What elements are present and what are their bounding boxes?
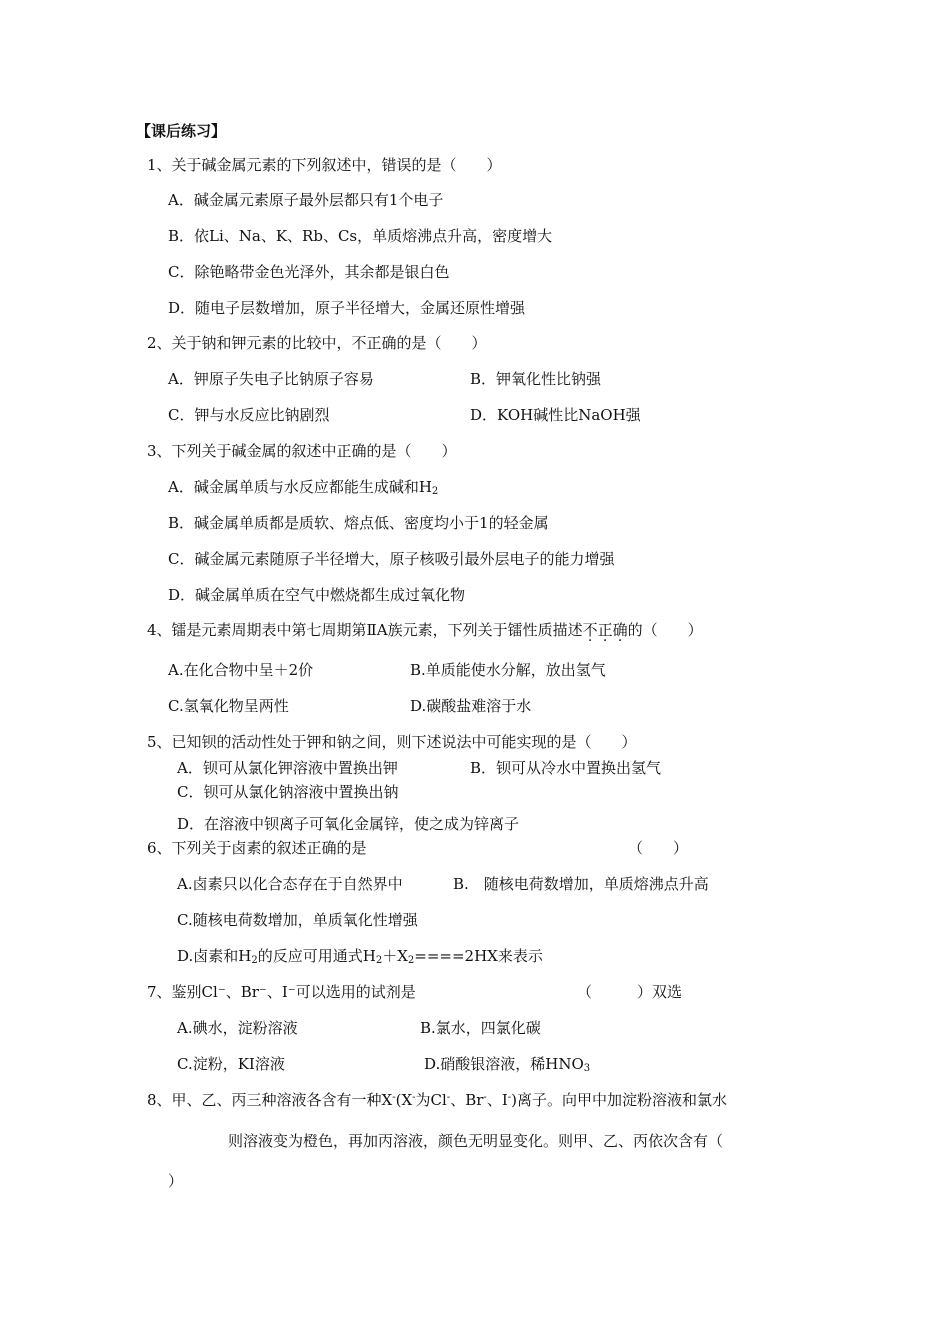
question-8-stem-d: 、Br: [450, 1091, 484, 1109]
superscript: -: [507, 1092, 512, 1103]
question-8-line-2: 则溶液变为橙色，再加丙溶液，颜色无明显变化。则甲、乙、丙依次含有（: [228, 1132, 724, 1150]
question-8-line-3: ）: [168, 1172, 184, 1190]
question-7-blank: （ ）双选: [577, 983, 683, 1001]
emphasis-char: 正: [597, 621, 613, 639]
question-6-option-d-post: ====2HX来表示: [414, 947, 543, 965]
question-3-option-a: [168, 477, 438, 497]
question-1-option-a: A．碱金属元素原子最外层都只有1个电子: [168, 191, 444, 209]
superscript: -: [446, 1092, 451, 1103]
question-5-stem: 5、已知钡的活动性处于钾和钠之间，则下述说法中可能实现的是（ ）: [147, 733, 637, 751]
question-1-stem: 1、关于碱金属元素的下列叙述中，错误的是（ ）: [147, 156, 502, 174]
question-1-option-b: B．依Li、Na、K、Rb、Cs，单质熔沸点升高，密度增大: [168, 227, 553, 245]
question-1-option-d: D．随电子层数增加，原子半径增大，金属还原性增强: [168, 299, 526, 317]
superscript: -: [483, 1092, 487, 1103]
question-5-option-d: D．在溶液中钡离子可氧化金属锌，使之成为锌离子: [177, 815, 520, 833]
question-8-stem-e: 、I: [486, 1091, 508, 1109]
question-7-option-b: B.氯水，四氯化碳: [420, 1019, 541, 1037]
emphasis-char: 确: [612, 621, 628, 639]
question-7-option-d-text: D.硝酸银溶液，稀HNO: [424, 1055, 584, 1073]
subscript: 2: [407, 955, 415, 966]
subscript: 3: [583, 1063, 591, 1074]
question-4-stem: [147, 620, 703, 640]
question-8-stem-f: )离子。向甲中加淀粉溶液和氯水: [511, 1091, 727, 1109]
question-6-option-d-pre: D.卤素和H: [177, 947, 252, 965]
question-5-option-c: C．钡可从氯化钠溶液中置换出钠: [177, 783, 399, 801]
question-7-option-d: [424, 1054, 590, 1074]
question-6-option-b: B. 随核电荷数增加，单质熔沸点升高: [453, 875, 709, 893]
question-4-option-a: A.在化合物中呈＋2价: [168, 661, 314, 679]
question-8-stem-c: 为Cl: [415, 1091, 447, 1109]
question-7-stem: 7、鉴别Cl⁻、Br⁻、I⁻可以选用的试剂是: [147, 983, 416, 1001]
question-4-stem-post: 的（ ）: [627, 621, 703, 639]
question-1-option-c: C．除铯略带金色光泽外，其余都是银白色: [168, 263, 450, 281]
question-2-option-d: D．KOH碱性比NaOH强: [470, 406, 641, 424]
subscript: 2: [431, 486, 439, 497]
question-6-option-d: [177, 946, 543, 966]
superscript: -: [392, 1092, 396, 1103]
question-8-stem: [147, 1090, 727, 1110]
question-4-option-b: B.单质能使水分解，放出氢气: [410, 661, 606, 679]
question-3-option-d: D．碱金属单质在空气中燃烧都生成过氧化物: [168, 586, 466, 604]
question-4-option-d: D.碳酸盐难溶于水: [410, 697, 532, 715]
question-3-option-b: B．碱金属单质都是质软、熔点低、密度均小于1的轻金属: [168, 514, 549, 532]
question-4-option-c: C.氢氧化物呈两性: [168, 697, 289, 715]
subscript: 2: [375, 955, 383, 966]
question-2-stem: 2、关于钠和钾元素的比较中，不正确的是（ ）: [147, 334, 487, 352]
question-5-option-b: B．钡可从冷水中置换出氢气: [470, 759, 662, 777]
question-2-option-c: C．钾与水反应比钠剧烈: [168, 406, 330, 424]
question-3-option-c: C．碱金属元素随原子半径增大，原子核吸引最外层电子的能力增强: [168, 550, 615, 568]
question-6-option-d-mid1: 的反应可用通式H: [257, 947, 376, 965]
question-6-stem: 6、下列关于卤素的叙述正确的是: [147, 839, 367, 857]
question-6-option-c: C.随核电荷数增加，单质氧化性增强: [177, 911, 418, 929]
question-8-stem-a: 8、甲、乙、丙三种溶液各含有一种X: [147, 1091, 393, 1109]
question-6-option-a: A.卤素只以化合态存在于自然界中: [177, 875, 403, 893]
question-7-option-a: A.碘水，淀粉溶液: [177, 1019, 298, 1037]
question-5-option-a: A．钡可从氯化钾溶液中置换出钾: [177, 759, 398, 777]
question-3-option-a-text: A．碱金属单质与水反应都能生成碱和H: [168, 478, 432, 496]
question-4-stem-pre: 4、镭是元素周期表中第七周期第ⅡA族元素，下列关于镭性质描述: [147, 621, 583, 639]
emphasis-char: 不: [582, 621, 598, 639]
section-heading: 【课后练习】: [136, 122, 227, 140]
question-8-stem-b: (X: [395, 1091, 413, 1109]
superscript: -: [412, 1092, 416, 1103]
question-6-blank: （ ）: [628, 839, 689, 857]
subscript: 2: [251, 955, 258, 966]
question-2-option-a: A．钾原子失电子比钠原子容易: [168, 370, 374, 388]
question-2-option-b: B．钾氧化性比钠强: [470, 370, 602, 388]
question-3-stem: 3、下列关于碱金属的叙述中正确的是（ ）: [147, 442, 457, 460]
question-7-option-c: C.淀粉，KI溶液: [177, 1055, 285, 1073]
question-6-option-d-mid2: ＋X: [382, 947, 408, 965]
